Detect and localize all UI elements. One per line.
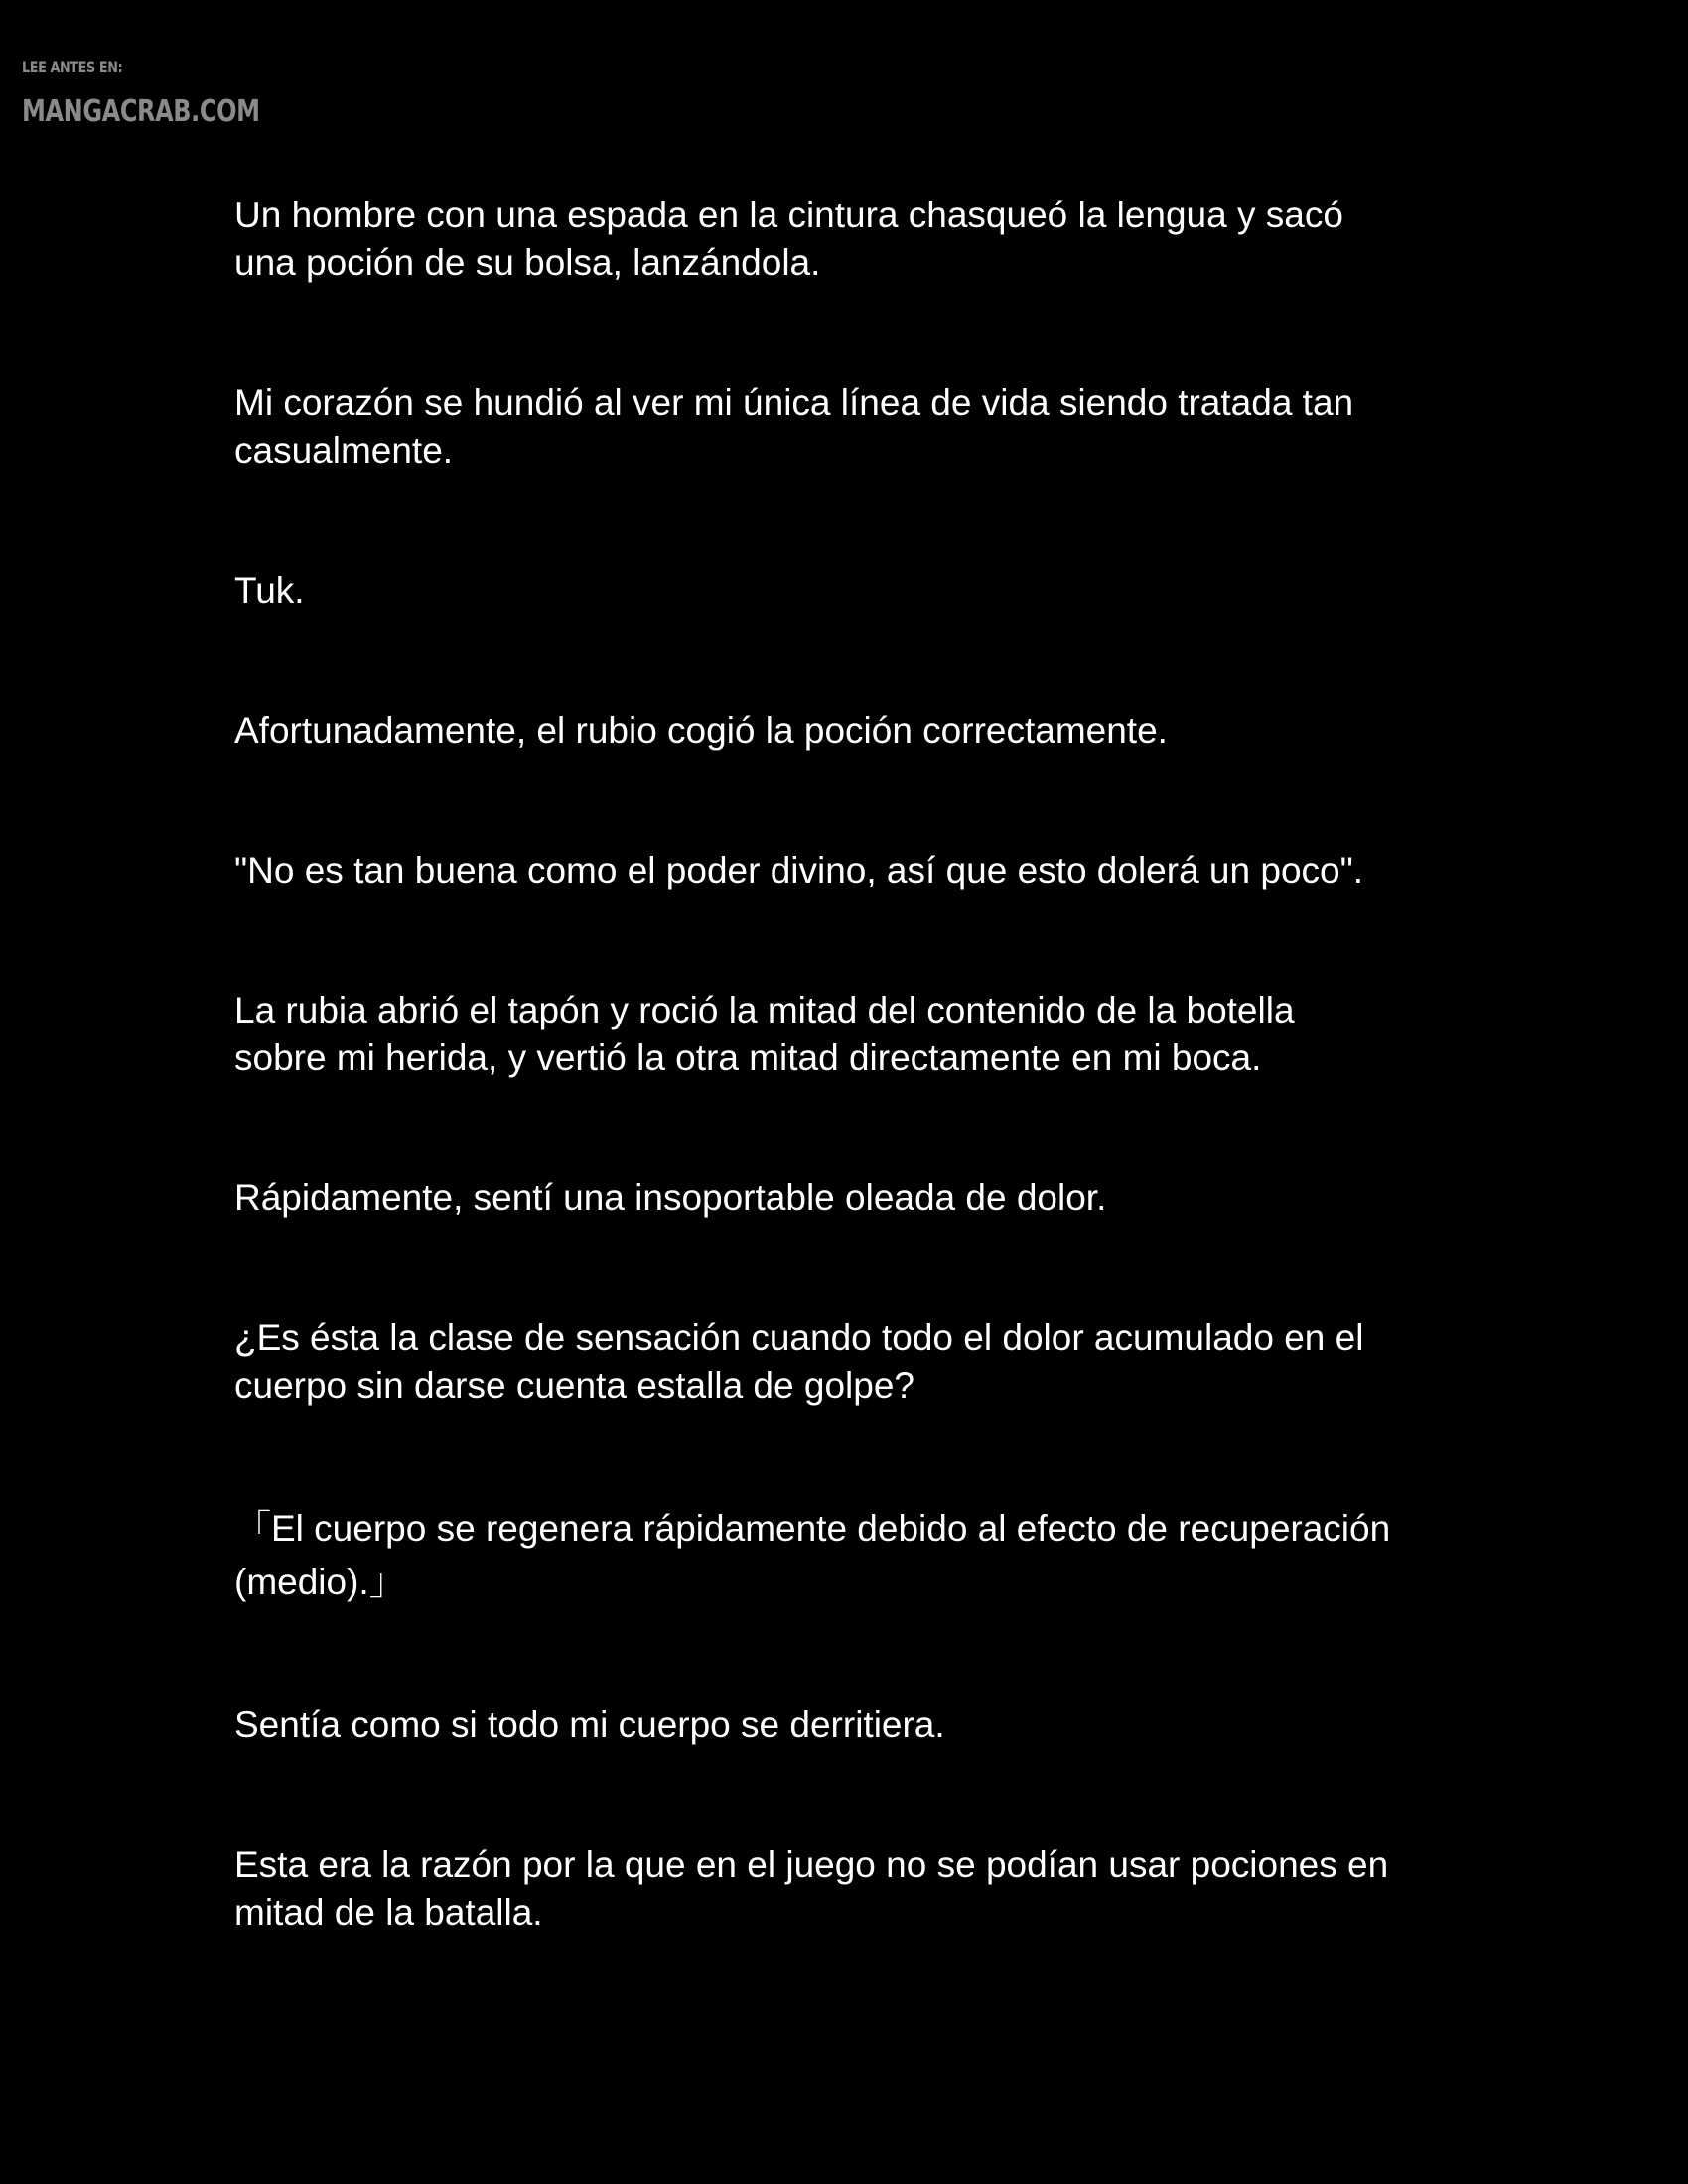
watermark-site-name: MANGACRAB.COM	[22, 94, 260, 129]
chapter-text	[234, 192, 1485, 2029]
dialogue-paragraph: "No es tan buena como el poder divino, así que esto dolerá un poco".	[234, 850, 1364, 890]
paragraph: Sentía como si todo mi cuerpo se derritiera.	[234, 1705, 945, 1745]
watermark	[22, 58, 320, 129]
watermark-read-first-label: LEE ANTES EN:	[22, 58, 123, 76]
paragraph: ¿Es ésta la clase de sensación cuando todo el dolor acumulado en el cuerpo sin darse cuenta estalla de golpe?	[234, 1317, 1364, 1406]
paragraph: Rápidamente, sentí una insoportable oleada de dolor.	[234, 1177, 1107, 1218]
paragraph: Afortunadamente, el rubio cogió la poción correctamente.	[234, 710, 1168, 751]
paragraph: Esta era la razón por la que en el juego no se podían usar pociones en mitad de la batalla.	[234, 1844, 1389, 1933]
paragraph: Tuk.	[234, 570, 305, 611]
paragraph: Un hombre con una espada en la cintura chasqueó la lengua y sacó una poción de su bolsa, lanzándola.	[234, 195, 1343, 283]
system-message-paragraph: 「El cuerpo se regenera rápidamente debido al efecto de recuperación (medio).」	[234, 1508, 1391, 1602]
paragraph: Mi corazón se hundió al ver mi única línea de vida siendo tratada tan casualmente.	[234, 382, 1354, 471]
paragraph: La rubia abrió el tapón y roció la mitad del contenido de la botella sobre mi herida, y vertió la otra mitad directamente en mi boca.	[234, 990, 1295, 1078]
